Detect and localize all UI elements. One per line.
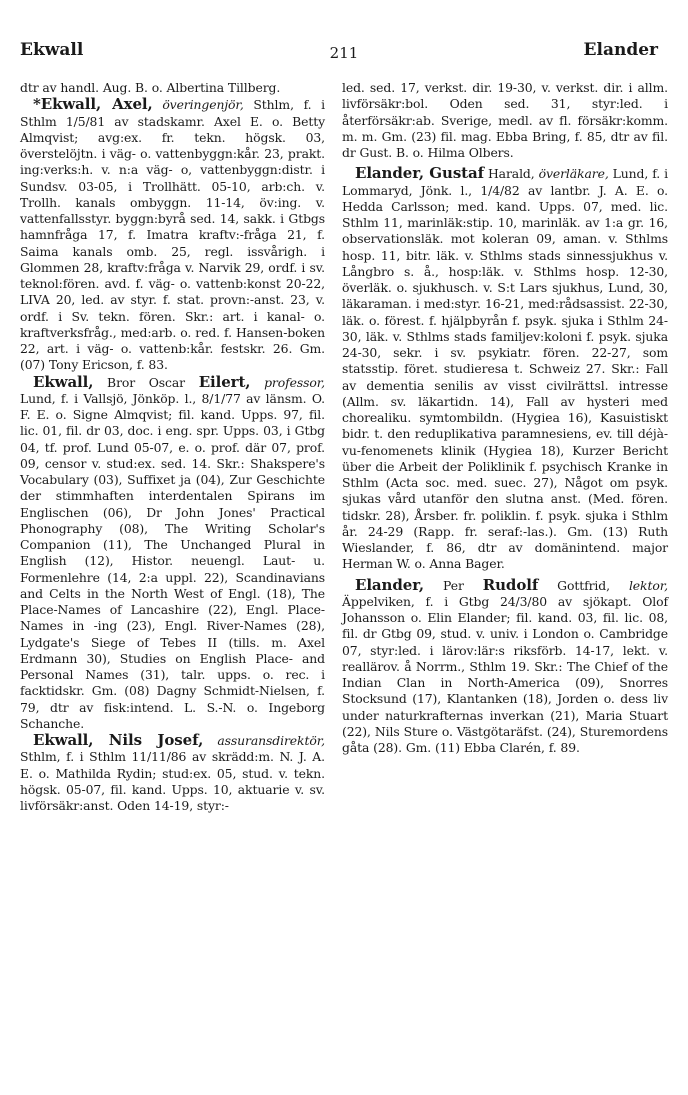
entry-call-name: Rudolf xyxy=(482,575,539,594)
entry-ekwall-nils xyxy=(20,732,325,814)
running-head-left: Ekwall xyxy=(20,40,84,60)
entry-continuation xyxy=(20,80,325,96)
entry-body: Lund, f. i Vallsjö, Jönköp. l., 8/1/77 av länsm. O. F. E. o. Signe Almqvist; fil. kand. Upps. 97, fil. lic. 01, fil. dr 03, doc. i eng. spr. Upps. 03, i Gtbg 04, tf. prof. Lund 05-07, e. o. prof. där 07, prof. 09, censor v. stud:ex. sed. 14. Skr.: Shakspere's Vocabulary (03), Suffixet ja (04), Zur Geschichte der stimmhaften interdentalen Spirans im Englischen (06), Dr John Jones' Practical Phonography (08), The Writing Scholar's Companion (11), The Unchanged Plural in English (12), Histor. neuengl. Laut- u. Formenlehre (14, 2:a uppl. 22), Scandinavians and Celts in the North West of Engl. (18), The Place-Names of Lancashire (22), Engl. Place-Names in -ing (23), Engl. River-Names (28), Lydgate's Siege of Tebes II (tills. m. Axel Erdmann 30), Studies on English Place- and Personal Names (31), talr. upps. o. rec. i facktidskr. Gm. (08) Dagny Schmidt-Nielsen, f. 79, dtr av fisk:intend. L. S.-N. o. Ingeborg Schanche. xyxy=(20,390,325,731)
entry-title: överläkare, xyxy=(534,166,609,182)
entry-call-name: Eilert, xyxy=(198,372,251,391)
entry-title: professor, xyxy=(250,374,326,390)
right-column xyxy=(342,80,668,756)
page-number: 211 xyxy=(329,44,359,62)
entry-body: Sthlm, f. i Sthlm 11/11/86 av skrädd:m. N. J. A. E. o. Mathilda Rydin; stud:ex. 05, stud. v. tekn. högsk. 05-07, fil. kand. Upps. 10, aktuarie v. sv. livförsäkr:anst. Oden 14-19, styr:- xyxy=(20,749,325,813)
entry-given-names: Per xyxy=(424,577,483,593)
entry-given-names: Bror Oscar xyxy=(93,374,199,390)
entry-title: lektor, xyxy=(609,577,668,593)
entry-title: överingenjör, xyxy=(152,97,244,113)
entry-ekwall-axel xyxy=(20,96,325,373)
entry-continuation xyxy=(342,80,668,161)
entry-body: Äppelviken, f. i Gtbg 24/3/80 av sjökapt. Olof Johansson o. Elin Elander; fil. kand. 03, fil. lic. 08, fil. dr Gtbg 09, stud. v. univ. i London o. Cambridge 07, styr:led. i lärov:lär:s riksförb. 14-17, lekt. v. reallärov. å Norrm., Sthlm 19. Skr.: The Chief of the Indian Clan in North-America (09), Snorres Stocksund (17), Klantanken (18), Jorden o. dess liv under naturkrafternas inverkan (21), Maria Stuart (22), Nils Sture o. Västgötaräfst. (24), Sturemordens gåta (28). Gm. (11) Ebba Clarén, f. 89. xyxy=(342,593,668,755)
entry-ekwall-eilert xyxy=(20,374,325,733)
entry-name: Ekwall, xyxy=(33,372,94,391)
entry-title: assuransdirektör, xyxy=(203,733,325,748)
entry-given-names-2: Gottfrid, xyxy=(538,577,610,593)
entry-name: Ekwall, Nils Josef, xyxy=(33,731,204,749)
entry-text: dtr av handl. Aug. B. o. Albertina Tillberg. xyxy=(20,80,281,95)
entry-text: led. sed. 17, verkst. dir. 19-30, v. verkst. dir. i allm. livförsäkr:bol. Oden sed. 31, styr:led. i återförsäkr:ab. Sverige, medl. av fl. försäkr:komm. m. m. Gm. (23) fil. mag. Ebba Bring, f. 85, dtr av fil. dr Gust. B. o. Hilma Olbers. xyxy=(342,80,668,160)
entry-name: *Ekwall, Axel, xyxy=(33,95,153,114)
left-column xyxy=(20,80,325,814)
entry-name: Elander, xyxy=(355,575,425,594)
running-head-right: Elander xyxy=(583,40,658,60)
entry-name: Elander, Gustaf xyxy=(355,164,484,183)
entry-body: Sthlm, f. i Sthlm 1/5/81 av stadskamr. Axel E. o. Betty Almqvist; avg:ex. fr. tekn. högsk. 03, överstelöjtn. i väg- o. vattenbyggn:kår. 23, prakt. ing:verks:h. v. n:a väg- o, vattenbyggn:distr. i Sundsv. 03-05, i Trollhätt. 05-10, arb:ch. v. Trollh. kanals ombyggn. 11-14, öv:ing. v. vattenfallsstyr. byggn:byrå sed. 14, sakk. i Gtbgs hamnfråga 17, f. Imatra kraftv:-fråga 21, f. Saima kanals omb. 25, regl. issvårigh. i Glommen 28, kraftv:fråga v. Narvik 29, ordf. i sv. teknol:fören. avd. f. väg- o. vattenb:konst 20-22, LIVA 20, led. av styr. f. stat. provn:-anst. 23, v. ordf. i Sv. tekn. fören. Skr.: art. i kanal- o. kraftverksfråg., med:arb. o. red. f. Hansen-boken 22, art. i väg- o. vattenb:kår. festskr. 26. Gm. (07) Tony Ericson, f. 83. xyxy=(20,97,326,373)
entry-given-names: Harald, xyxy=(483,166,535,182)
entry-body: Lund, f. i Lommaryd, Jönk. l., 1/4/82 av lantbr. J. A. E. o. Hedda Carlsson; med. kand. Upps. 07, med. lic. Sthlm 11, marinläk:stip. 10, marinläk. av 1:a gr. 16, observationsläk. mot koleran 09, aman. v. Sthlms hosp. 11, bitr. läk. v. Sthlms stads sinnessjukhus v. Långbro s. å., hosp:läk. v. Sthlms hosp. 12-30, överläk. o. sjukhusch. v. S:t Lars sjukhus, Lund, 30, läkaraman. i med:styr. 16-21, med:rådsassist. 22-30, läk. o. förest. f. hjälpbyrån f. psyk. sjuka i Sthlm 24-30, läk. v. Sthlms stads familjev:koloni f. psyk. sjuka 24-30, sekr. i sv. psykiatr. fören. 22-27, som statsstip. föret. studieresa t. Schweiz 27. Skr.: Fall av dementia senilis av visst civilrättsl. intresse (Allm. sv. läkartidn. 14), Fall av hysteri med chorealiku. symtombildn. (Hygiea 16), Kasuistiskt bidr. t. den reduplikativa paramnesiens, ev. till déjà-vu-fenomenets klinik (Hygiea 18), Kurzer Bericht über die Arbeit der Poliklinik f. psychisch Kranke in Sthlm (Acta soc. med. suec. 27), Något om psyk. sjukas vård utanför den slutna anst. (Med. fören. tidskr. 28), Årsber. fr. poliklin. f. psyk. sjuka i Sthlm år. 24-29 (Rapp. fr. seraf:-las.). Gm. (13) Ruth Wieslander, f. 86, dtr av domänintend. major Herman W. o. Anna Bager. xyxy=(342,166,668,572)
entry-elander-rudolf xyxy=(342,577,668,757)
entry-elander-gustaf xyxy=(342,165,668,572)
